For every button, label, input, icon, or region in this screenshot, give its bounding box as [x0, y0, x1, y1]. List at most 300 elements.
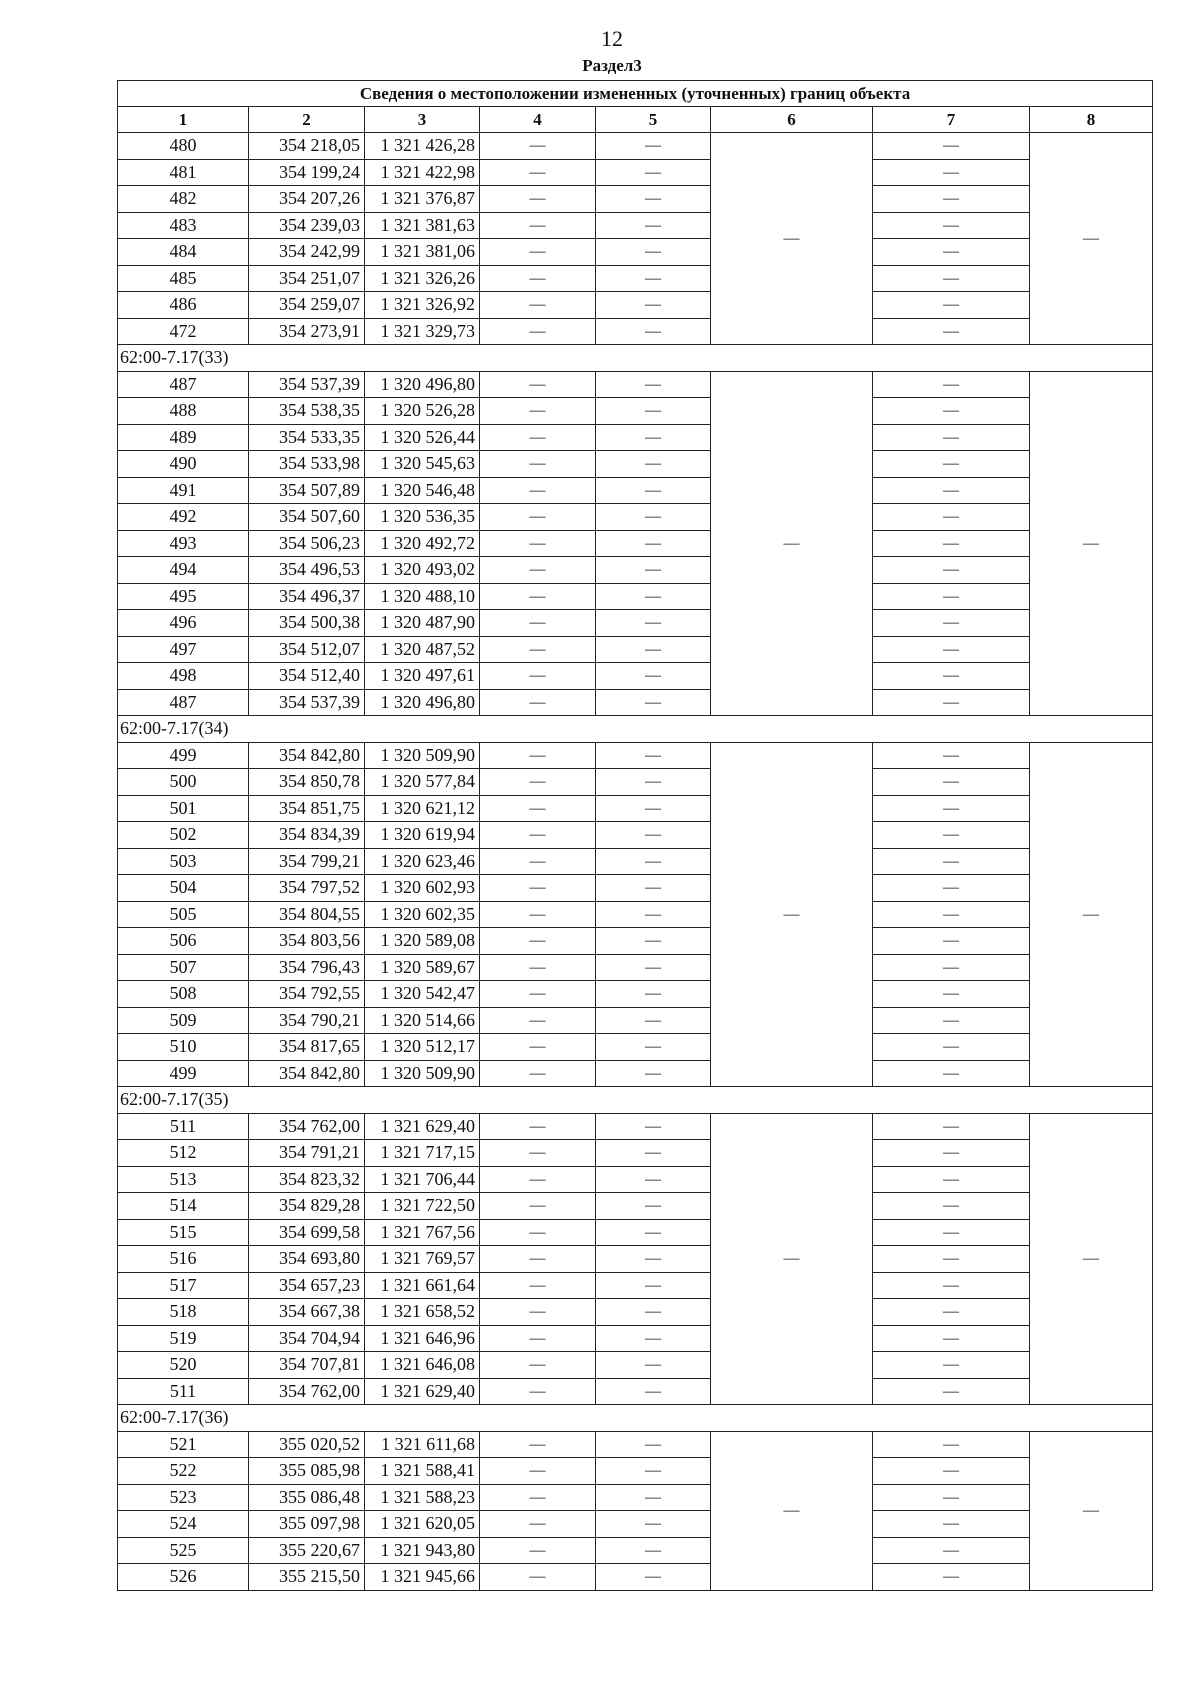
table-row — [118, 1458, 1153, 1485]
table-row — [118, 1034, 1153, 1061]
point-number-cell: 482 — [118, 186, 249, 213]
y-coordinate-cell: 1 320 545,63 — [365, 451, 480, 478]
column-5-cell: — — [596, 239, 711, 266]
point-number-cell: 506 — [118, 928, 249, 955]
column-4-cell: — — [480, 1458, 596, 1485]
column-6-merged-cell: — — [711, 133, 873, 345]
column-5-cell: — — [596, 1458, 711, 1485]
table-row — [118, 239, 1153, 266]
table-row — [118, 292, 1153, 319]
point-number-cell: 472 — [118, 318, 249, 345]
column-7-cell: — — [873, 1219, 1030, 1246]
column-7-cell: — — [873, 1537, 1030, 1564]
point-number-cell: 511 — [118, 1113, 249, 1140]
table-row — [118, 318, 1153, 345]
table-row — [118, 742, 1153, 769]
table-row — [118, 212, 1153, 239]
group-header-row — [118, 1087, 1153, 1114]
column-4-cell: — — [480, 610, 596, 637]
x-coordinate-cell: 354 496,37 — [249, 583, 365, 610]
section-title: Раздел3 — [582, 56, 642, 75]
column-4-cell: — — [480, 1352, 596, 1379]
table-row — [118, 398, 1153, 425]
table-row — [118, 1193, 1153, 1220]
column-7-cell: — — [873, 610, 1030, 637]
column-5-cell: — — [596, 742, 711, 769]
column-4-cell: — — [480, 530, 596, 557]
column-8-merged-cell: — — [1030, 371, 1153, 716]
y-coordinate-cell: 1 321 376,87 — [365, 186, 480, 213]
group-header-row — [118, 1405, 1153, 1432]
point-number-cell: 513 — [118, 1166, 249, 1193]
table-row — [118, 1272, 1153, 1299]
y-coordinate-cell: 1 320 509,90 — [365, 742, 480, 769]
table-row — [118, 1113, 1153, 1140]
column-7-cell: — — [873, 451, 1030, 478]
column-5-cell: — — [596, 1511, 711, 1538]
column-4-cell: — — [480, 1325, 596, 1352]
y-coordinate-cell: 1 321 661,64 — [365, 1272, 480, 1299]
column-5-cell: — — [596, 610, 711, 637]
column-8-merged-cell: — — [1030, 1431, 1153, 1590]
table-row — [118, 1219, 1153, 1246]
x-coordinate-cell: 354 790,21 — [249, 1007, 365, 1034]
table-row — [118, 1246, 1153, 1273]
y-coordinate-cell: 1 321 422,98 — [365, 159, 480, 186]
column-7-cell: — — [873, 583, 1030, 610]
column-6-merged-cell: — — [711, 1113, 873, 1405]
table-row — [118, 981, 1153, 1008]
y-coordinate-cell: 1 321 646,96 — [365, 1325, 480, 1352]
y-coordinate-cell: 1 320 509,90 — [365, 1060, 480, 1087]
column-5-cell: — — [596, 1034, 711, 1061]
x-coordinate-cell: 354 803,56 — [249, 928, 365, 955]
column-5-cell: — — [596, 954, 711, 981]
column-6-merged-cell: — — [711, 742, 873, 1087]
y-coordinate-cell: 1 320 493,02 — [365, 557, 480, 584]
point-number-cell: 487 — [118, 371, 249, 398]
column-5-cell: — — [596, 504, 711, 531]
x-coordinate-cell: 354 537,39 — [249, 689, 365, 716]
table-row — [118, 954, 1153, 981]
table-row — [118, 424, 1153, 451]
column-7-cell: — — [873, 954, 1030, 981]
x-coordinate-cell: 355 020,52 — [249, 1431, 365, 1458]
column-4-cell: — — [480, 1007, 596, 1034]
point-number-cell: 490 — [118, 451, 249, 478]
y-coordinate-cell: 1 321 329,73 — [365, 318, 480, 345]
point-number-cell: 481 — [118, 159, 249, 186]
x-coordinate-cell: 354 533,98 — [249, 451, 365, 478]
table-row — [118, 689, 1153, 716]
column-7-cell: — — [873, 398, 1030, 425]
column-5-cell: — — [596, 1193, 711, 1220]
y-coordinate-cell: 1 320 542,47 — [365, 981, 480, 1008]
point-number-cell: 494 — [118, 557, 249, 584]
column-4-cell: — — [480, 1193, 596, 1220]
column-header: 1 — [118, 107, 249, 133]
x-coordinate-cell: 355 086,48 — [249, 1484, 365, 1511]
point-number-cell: 526 — [118, 1564, 249, 1591]
point-number-cell: 516 — [118, 1246, 249, 1273]
column-5-cell: — — [596, 530, 711, 557]
column-7-cell: — — [873, 822, 1030, 849]
y-coordinate-cell: 1 320 488,10 — [365, 583, 480, 610]
table-row — [118, 1431, 1153, 1458]
table-caption: Сведения о местоположении измененных (уточненных) границ объекта — [118, 81, 1153, 107]
x-coordinate-cell: 354 507,60 — [249, 504, 365, 531]
column-5-cell: — — [596, 1272, 711, 1299]
point-number-cell: 498 — [118, 663, 249, 690]
y-coordinate-cell: 1 320 487,90 — [365, 610, 480, 637]
x-coordinate-cell: 354 693,80 — [249, 1246, 365, 1273]
point-number-cell: 525 — [118, 1537, 249, 1564]
x-coordinate-cell: 354 699,58 — [249, 1219, 365, 1246]
column-5-cell: — — [596, 1537, 711, 1564]
column-4-cell: — — [480, 1246, 596, 1273]
column-4-cell: — — [480, 742, 596, 769]
column-5-cell: — — [596, 1378, 711, 1405]
x-coordinate-cell: 354 199,24 — [249, 159, 365, 186]
point-number-cell: 499 — [118, 742, 249, 769]
column-4-cell: — — [480, 212, 596, 239]
table-row — [118, 610, 1153, 637]
column-4-cell: — — [480, 1564, 596, 1591]
group-header-row — [118, 716, 1153, 743]
column-7-cell: — — [873, 1458, 1030, 1485]
point-number-cell: 501 — [118, 795, 249, 822]
y-coordinate-cell: 1 321 717,15 — [365, 1140, 480, 1167]
point-number-cell: 480 — [118, 133, 249, 160]
table-row — [118, 265, 1153, 292]
y-coordinate-cell: 1 320 589,08 — [365, 928, 480, 955]
column-7-cell: — — [873, 848, 1030, 875]
x-coordinate-cell: 354 817,65 — [249, 1034, 365, 1061]
x-coordinate-cell: 354 207,26 — [249, 186, 365, 213]
point-number-cell: 515 — [118, 1219, 249, 1246]
y-coordinate-cell: 1 321 722,50 — [365, 1193, 480, 1220]
x-coordinate-cell: 354 496,53 — [249, 557, 365, 584]
y-coordinate-cell: 1 320 526,44 — [365, 424, 480, 451]
x-coordinate-cell: 355 085,98 — [249, 1458, 365, 1485]
column-4-cell: — — [480, 371, 596, 398]
y-coordinate-cell: 1 321 588,23 — [365, 1484, 480, 1511]
x-coordinate-cell: 354 796,43 — [249, 954, 365, 981]
table-row — [118, 1484, 1153, 1511]
point-number-cell: 523 — [118, 1484, 249, 1511]
column-7-cell: — — [873, 901, 1030, 928]
table-row — [118, 1352, 1153, 1379]
point-number-cell: 508 — [118, 981, 249, 1008]
y-coordinate-cell: 1 321 611,68 — [365, 1431, 480, 1458]
column-4-cell: — — [480, 1034, 596, 1061]
table-row — [118, 848, 1153, 875]
x-coordinate-cell: 354 538,35 — [249, 398, 365, 425]
column-4-cell: — — [480, 981, 596, 1008]
column-5-cell: — — [596, 1564, 711, 1591]
x-coordinate-cell: 354 799,21 — [249, 848, 365, 875]
x-coordinate-cell: 354 512,40 — [249, 663, 365, 690]
column-4-cell: — — [480, 424, 596, 451]
y-coordinate-cell: 1 321 658,52 — [365, 1299, 480, 1326]
column-7-cell: — — [873, 1484, 1030, 1511]
point-number-cell: 519 — [118, 1325, 249, 1352]
column-7-cell: — — [873, 1352, 1030, 1379]
point-number-cell: 497 — [118, 636, 249, 663]
table-row — [118, 822, 1153, 849]
column-7-cell: — — [873, 557, 1030, 584]
column-6-merged-cell: — — [711, 1431, 873, 1590]
column-4-cell: — — [480, 822, 596, 849]
column-6-merged-cell: — — [711, 371, 873, 716]
point-number-cell: 484 — [118, 239, 249, 266]
column-4-cell: — — [480, 504, 596, 531]
point-number-cell: 493 — [118, 530, 249, 557]
column-7-cell: — — [873, 186, 1030, 213]
column-5-cell: — — [596, 689, 711, 716]
column-7-cell: — — [873, 1246, 1030, 1273]
y-coordinate-cell: 1 320 496,80 — [365, 371, 480, 398]
table-caption-row — [118, 81, 1153, 107]
table-row — [118, 1564, 1153, 1591]
boundary-coordinates-table — [117, 80, 1153, 1591]
x-coordinate-cell: 354 834,39 — [249, 822, 365, 849]
group-header-row — [118, 345, 1153, 372]
table-row — [118, 1166, 1153, 1193]
group-label: 62:00-7.17(34) — [118, 716, 1153, 743]
column-7-cell: — — [873, 742, 1030, 769]
x-coordinate-cell: 354 823,32 — [249, 1166, 365, 1193]
column-5-cell: — — [596, 1219, 711, 1246]
page-number: 12 — [601, 26, 623, 51]
column-7-cell: — — [873, 1193, 1030, 1220]
y-coordinate-cell: 1 321 943,80 — [365, 1537, 480, 1564]
column-4-cell: — — [480, 1511, 596, 1538]
table-row — [118, 133, 1153, 160]
point-number-cell: 504 — [118, 875, 249, 902]
y-coordinate-cell: 1 320 526,28 — [365, 398, 480, 425]
table-row — [118, 1299, 1153, 1326]
column-5-cell: — — [596, 1007, 711, 1034]
point-number-cell: 517 — [118, 1272, 249, 1299]
table-row — [118, 371, 1153, 398]
point-number-cell: 524 — [118, 1511, 249, 1538]
column-7-cell: — — [873, 795, 1030, 822]
point-number-cell: 489 — [118, 424, 249, 451]
y-coordinate-cell: 1 321 326,26 — [365, 265, 480, 292]
x-coordinate-cell: 354 842,80 — [249, 742, 365, 769]
y-coordinate-cell: 1 320 536,35 — [365, 504, 480, 531]
group-label: 62:00-7.17(36) — [118, 1405, 1153, 1432]
table-row — [118, 1325, 1153, 1352]
column-4-cell: — — [480, 451, 596, 478]
x-coordinate-cell: 354 533,35 — [249, 424, 365, 451]
column-4-cell: — — [480, 1537, 596, 1564]
column-5-cell: — — [596, 1113, 711, 1140]
column-5-cell: — — [596, 981, 711, 1008]
x-coordinate-cell: 354 707,81 — [249, 1352, 365, 1379]
x-coordinate-cell: 355 097,98 — [249, 1511, 365, 1538]
y-coordinate-cell: 1 321 767,56 — [365, 1219, 480, 1246]
column-8-merged-cell: — — [1030, 1113, 1153, 1405]
column-7-cell: — — [873, 265, 1030, 292]
y-coordinate-cell: 1 321 646,08 — [365, 1352, 480, 1379]
y-coordinate-cell: 1 321 629,40 — [365, 1378, 480, 1405]
column-5-cell: — — [596, 265, 711, 292]
column-5-cell: — — [596, 371, 711, 398]
y-coordinate-cell: 1 320 497,61 — [365, 663, 480, 690]
point-number-cell: 512 — [118, 1140, 249, 1167]
column-4-cell: — — [480, 663, 596, 690]
table-row — [118, 928, 1153, 955]
table-row — [118, 901, 1153, 928]
x-coordinate-cell: 354 792,55 — [249, 981, 365, 1008]
column-5-cell: — — [596, 477, 711, 504]
column-4-cell: — — [480, 1484, 596, 1511]
column-4-cell: — — [480, 769, 596, 796]
column-4-cell: — — [480, 1299, 596, 1326]
column-5-cell: — — [596, 1166, 711, 1193]
column-4-cell: — — [480, 239, 596, 266]
y-coordinate-cell: 1 321 620,05 — [365, 1511, 480, 1538]
x-coordinate-cell: 354 797,52 — [249, 875, 365, 902]
point-number-cell: 503 — [118, 848, 249, 875]
column-5-cell: — — [596, 1352, 711, 1379]
table-row — [118, 1378, 1153, 1405]
column-4-cell: — — [480, 318, 596, 345]
column-7-cell: — — [873, 1378, 1030, 1405]
column-5-cell: — — [596, 159, 711, 186]
column-5-cell: — — [596, 424, 711, 451]
column-5-cell: — — [596, 928, 711, 955]
column-4-cell: — — [480, 1140, 596, 1167]
table-row — [118, 557, 1153, 584]
column-4-cell: — — [480, 795, 596, 822]
table-row — [118, 159, 1153, 186]
column-7-cell: — — [873, 1034, 1030, 1061]
column-4-cell: — — [480, 477, 596, 504]
column-5-cell: — — [596, 769, 711, 796]
column-header: 2 — [249, 107, 365, 133]
column-header: 8 — [1030, 107, 1153, 133]
point-number-cell: 502 — [118, 822, 249, 849]
column-7-cell: — — [873, 636, 1030, 663]
x-coordinate-cell: 354 842,80 — [249, 1060, 365, 1087]
x-coordinate-cell: 354 667,38 — [249, 1299, 365, 1326]
column-4-cell: — — [480, 583, 596, 610]
column-7-cell: — — [873, 1325, 1030, 1352]
column-4-cell: — — [480, 928, 596, 955]
y-coordinate-cell: 1 320 487,52 — [365, 636, 480, 663]
x-coordinate-cell: 354 704,94 — [249, 1325, 365, 1352]
column-5-cell: — — [596, 186, 711, 213]
column-4-cell: — — [480, 954, 596, 981]
column-7-cell: — — [873, 1140, 1030, 1167]
y-coordinate-cell: 1 321 629,40 — [365, 1113, 480, 1140]
column-7-cell: — — [873, 689, 1030, 716]
column-7-cell: — — [873, 1511, 1030, 1538]
column-5-cell: — — [596, 875, 711, 902]
column-4-cell: — — [480, 1060, 596, 1087]
y-coordinate-cell: 1 320 512,17 — [365, 1034, 480, 1061]
column-4-cell: — — [480, 159, 596, 186]
y-coordinate-cell: 1 321 706,44 — [365, 1166, 480, 1193]
column-4-cell: — — [480, 1431, 596, 1458]
table-row — [118, 795, 1153, 822]
point-number-cell: 499 — [118, 1060, 249, 1087]
point-number-cell: 520 — [118, 1352, 249, 1379]
table-row — [118, 875, 1153, 902]
column-5-cell: — — [596, 1299, 711, 1326]
column-4-cell: — — [480, 1272, 596, 1299]
column-7-cell: — — [873, 530, 1030, 557]
column-5-cell: — — [596, 398, 711, 425]
table-row — [118, 504, 1153, 531]
table-row — [118, 1060, 1153, 1087]
x-coordinate-cell: 354 506,23 — [249, 530, 365, 557]
column-7-cell: — — [873, 477, 1030, 504]
column-4-cell: — — [480, 636, 596, 663]
table-row — [118, 636, 1153, 663]
column-7-cell: — — [873, 981, 1030, 1008]
column-7-cell: — — [873, 1166, 1030, 1193]
point-number-cell: 500 — [118, 769, 249, 796]
point-number-cell: 486 — [118, 292, 249, 319]
point-number-cell: 510 — [118, 1034, 249, 1061]
column-7-cell: — — [873, 212, 1030, 239]
group-label: 62:00-7.17(33) — [118, 345, 1153, 372]
table-row — [118, 477, 1153, 504]
column-7-cell: — — [873, 424, 1030, 451]
y-coordinate-cell: 1 320 496,80 — [365, 689, 480, 716]
x-coordinate-cell: 354 500,38 — [249, 610, 365, 637]
table-row — [118, 663, 1153, 690]
x-coordinate-cell: 355 220,67 — [249, 1537, 365, 1564]
x-coordinate-cell: 354 829,28 — [249, 1193, 365, 1220]
point-number-cell: 488 — [118, 398, 249, 425]
column-5-cell: — — [596, 583, 711, 610]
x-coordinate-cell: 354 657,23 — [249, 1272, 365, 1299]
column-5-cell: — — [596, 133, 711, 160]
column-5-cell: — — [596, 1060, 711, 1087]
x-coordinate-cell: 354 259,07 — [249, 292, 365, 319]
y-coordinate-cell: 1 320 577,84 — [365, 769, 480, 796]
column-4-cell: — — [480, 398, 596, 425]
y-coordinate-cell: 1 321 769,57 — [365, 1246, 480, 1273]
x-coordinate-cell: 354 762,00 — [249, 1378, 365, 1405]
column-7-cell: — — [873, 1564, 1030, 1591]
column-7-cell: — — [873, 1007, 1030, 1034]
y-coordinate-cell: 1 321 945,66 — [365, 1564, 480, 1591]
column-4-cell: — — [480, 1378, 596, 1405]
x-coordinate-cell: 354 251,07 — [249, 265, 365, 292]
column-7-cell: — — [873, 239, 1030, 266]
column-7-cell: — — [873, 318, 1030, 345]
point-number-cell: 521 — [118, 1431, 249, 1458]
y-coordinate-cell: 1 320 492,72 — [365, 530, 480, 557]
table-row — [118, 583, 1153, 610]
column-4-cell: — — [480, 265, 596, 292]
column-5-cell: — — [596, 1484, 711, 1511]
column-5-cell: — — [596, 212, 711, 239]
column-7-cell: — — [873, 769, 1030, 796]
x-coordinate-cell: 354 218,05 — [249, 133, 365, 160]
y-coordinate-cell: 1 321 426,28 — [365, 133, 480, 160]
point-number-cell: 509 — [118, 1007, 249, 1034]
x-coordinate-cell: 354 762,00 — [249, 1113, 365, 1140]
column-7-cell: — — [873, 663, 1030, 690]
column-header-row — [118, 107, 1153, 133]
